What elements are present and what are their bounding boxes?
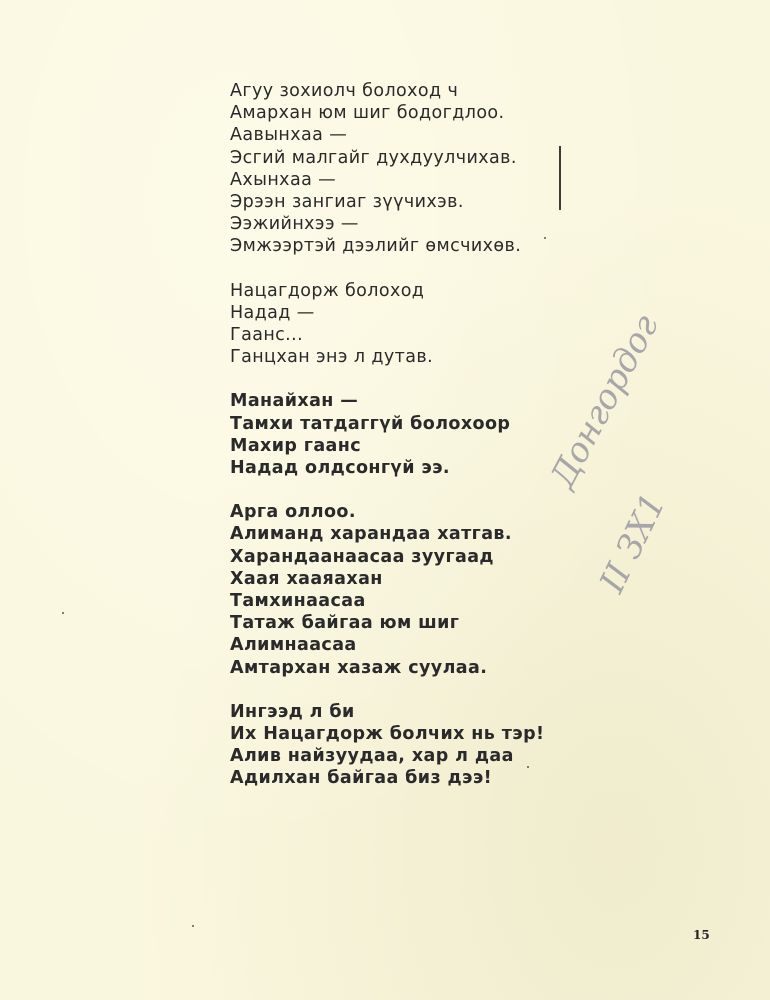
poem-line: Их Нацагдорж болчих нь тэр! bbox=[230, 724, 545, 745]
poem-line: Хаая хааяахан bbox=[230, 568, 383, 589]
ink-speck bbox=[62, 612, 64, 614]
poem-line: Надад — bbox=[230, 302, 315, 323]
poem-line: Ингээд л би bbox=[230, 701, 355, 722]
poem-line: Алиманд харандаа хатгав. bbox=[230, 524, 512, 545]
stanza-1 bbox=[230, 80, 610, 258]
poem-line: Манайхан — bbox=[230, 391, 359, 412]
handwritten-class: II ЗХ1 bbox=[592, 487, 674, 599]
poem-line: Алимнаасаа bbox=[230, 635, 357, 656]
poem-line: Татаж байгаа юм шиг bbox=[230, 613, 460, 634]
poem-line: Надад олдсонгүй ээ. bbox=[230, 458, 450, 479]
poem-line: Ээжийнхээ — bbox=[230, 214, 359, 235]
handwritten-pencil-note bbox=[530, 250, 760, 630]
stanza-5 bbox=[230, 701, 610, 790]
poem-line: Ахынхаа — bbox=[230, 169, 337, 190]
poem-line: Амтархан хазаж суулаа. bbox=[230, 657, 488, 678]
poem-line: Арга оллоо. bbox=[230, 502, 356, 523]
poem-line: Адилхан байгаа биз дээ! bbox=[230, 768, 492, 789]
poem-line: Алив найзуудаа, хар л даа bbox=[230, 746, 514, 767]
handwritten-name: Донгордог bbox=[542, 308, 667, 495]
poem-line: Харандаанаасаа зуугаад bbox=[230, 546, 494, 567]
poem-line: Агуу зохиолч болоход ч bbox=[230, 81, 459, 101]
poem-line: Гаанс... bbox=[230, 325, 304, 346]
ink-speck bbox=[527, 766, 529, 768]
poem-line: Эсгий малгайг дуxдуулчихав. bbox=[230, 147, 517, 168]
ink-speck bbox=[544, 237, 546, 239]
poem-line: Ганцхан энэ л дутав. bbox=[230, 347, 434, 368]
poem-line: Аавынхаа — bbox=[230, 125, 348, 146]
poem-line: Махир гаанс bbox=[230, 435, 362, 456]
page-number: 15 bbox=[693, 928, 710, 942]
poem-line: Эмжээртэй дээлийг өмсчихөв. bbox=[230, 236, 522, 257]
poem-line: Нацагдорж болоход bbox=[230, 280, 425, 301]
poem-line: Тамхинаасаа bbox=[230, 591, 366, 612]
poem-line: Тамхи татдаггүй болохоор bbox=[230, 413, 511, 434]
ink-speck bbox=[192, 925, 194, 927]
margin-rule bbox=[559, 146, 561, 210]
poem-line: Эрээн зангиаг зүүчихэв. bbox=[230, 192, 464, 213]
poem-line: Амархан юм шиг бодогдлоо. bbox=[230, 103, 505, 124]
